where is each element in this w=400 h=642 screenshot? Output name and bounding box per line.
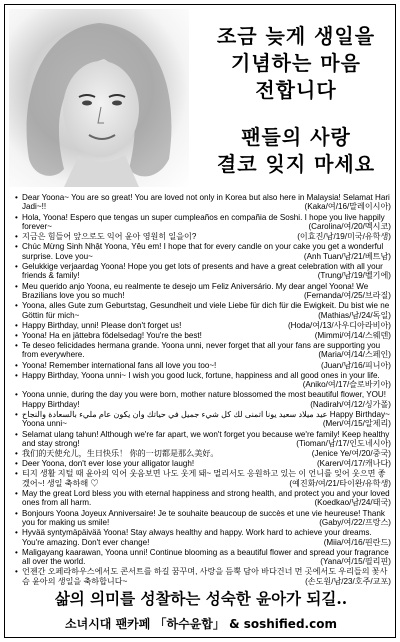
fan-message — [15, 282, 391, 301]
fan-message — [15, 262, 391, 281]
message-signature: (Nadirah/여/12/싱가폴) — [310, 399, 391, 409]
message-signature: (Anh Tuan/남/21/베트남) — [303, 251, 391, 261]
message-text: 언젠간 오페라하우스에서도 콘서트를 하길 꿈꾸며, 사랑을 듬뿍 담아 바다건너 먼 곳에서도 우리들의 꽃사슴 윤아의 생일을 축하합니다~ — [22, 567, 388, 586]
message-signature: (Yana/여/15/필리핀) — [320, 557, 391, 567]
message-signature: (Juan/남/16/피니아) — [321, 360, 391, 370]
message-signature: (Koedkao/남/24/태국) — [314, 498, 391, 508]
message-signature: (Trung/남/19/벨기에) — [317, 271, 391, 281]
message-text: 티지 생활 지털 때 윤아의 익어 웃음보면 나도 웃게 돼~ 멀리서도 응원하고 있는 이 언니를 잊어 웃으면 좋겠어~! 생일 축하해 ♡ — [22, 469, 386, 488]
message-signature: (Gaby/여/22/프랑스) — [319, 518, 391, 528]
message-signature: (Men/여/15/알제리) — [322, 419, 391, 429]
fan-message — [15, 459, 391, 468]
fan-message — [15, 331, 391, 340]
message-signature: (이효진/남/19/미국/유학생) — [297, 232, 391, 242]
message-text: Yoona unnie, during the day you were born, mother nature blossomed the most beautiful flower, YOU! Happy Birthday! — [22, 390, 386, 409]
fan-message — [15, 371, 391, 390]
message-signature: (Miia/여/16/핀란드) — [323, 537, 391, 547]
headline-line-3: 전합니다 — [255, 78, 337, 102]
message-text: Te deseo felicidades hermana grande. Yoona unni, never forget that all your fans are supporting you from everywhere. — [22, 340, 381, 360]
message-text: Maligayang kaarawan, Yoona unni! Continue blooming as a beautiful flower and spread your fragrance all over the world. — [22, 547, 389, 567]
message-text: Yoona! Ha en jättebra födelsedag! You're the best! — [22, 330, 202, 340]
message-signature: (Tioman/남/17/인도네시아) — [296, 438, 391, 448]
message-signature: (Mathias/남/24/독일) — [318, 310, 391, 320]
fan-message — [15, 232, 391, 241]
message-text: Happy Birthday, Yoona unni~ I wish you good luck, fortune, happiness and all good ones in your life. — [22, 370, 380, 380]
fan-message — [15, 567, 391, 586]
message-text: Deer Yoona, don't ever lose your alligator laugh! — [22, 459, 195, 469]
fan-message — [15, 430, 391, 449]
closing-line: 삶의 의미를 성찰하는 성숙한 윤아가 되길.. — [54, 589, 348, 608]
headline-line-5: 결코 잊지 마세요 — [216, 152, 376, 176]
headline — [201, 23, 391, 178]
portrait-photo — [9, 9, 189, 187]
fan-message — [15, 341, 391, 360]
fan-message — [15, 410, 391, 429]
fan-message — [15, 528, 391, 547]
message-text: Chúc Mừng Sinh Nhật Yoona, Yêu em! I hope that for every candle on your cake you get a wonderful surprise. Love you~ — [22, 242, 384, 261]
message-text: 지금은 힘들어 앞으로도 익어 윤아 영원히 일을이? — [22, 232, 197, 242]
headline-line-4: 팬들의 사랑 — [241, 125, 351, 149]
message-text: Selamat ulang tahun! Although we're far apart, we won't forget you because we're family! Keep healthy and stay strong! — [22, 429, 390, 448]
fan-message — [15, 361, 391, 370]
fan-message — [15, 489, 391, 508]
message-signature: (손도원/남/23/호주/교포) — [305, 576, 391, 586]
headline-line-2: 기념하는 마음 — [231, 51, 361, 75]
fan-message — [15, 321, 391, 330]
message-text: Happy Birthday, unni! Please don't forget us! — [22, 320, 182, 330]
fan-message — [15, 548, 391, 567]
fan-messages-list — [15, 193, 391, 587]
fan-message — [15, 390, 391, 409]
fan-message — [15, 213, 391, 232]
message-text: Gelukkige verjaardag Yoona! Hope you get lots of presents and have a great celebration with all your friends & family! — [22, 261, 383, 281]
portrait-sketch — [9, 9, 189, 187]
footer-credit: 소녀시대 팬카페 「하수윤합」 & soshified.com — [65, 617, 337, 631]
message-signature: (Fernanda/여/25/브라질) — [303, 290, 391, 300]
message-signature: (Mimmi/여/14/스웨덴) — [314, 330, 391, 340]
message-text: Yoona, alles Gute zum Geburtstag, Gesundheit und viele Liebe für dich für die Ewigkeit. Du bist wie ne Göttin für mich~ — [22, 301, 390, 320]
fan-message — [15, 193, 391, 212]
fan-message — [15, 509, 391, 528]
message-signature: (Aniko/여/17/슬로바키아) — [302, 380, 391, 390]
message-signature: (Karen/여/17/캐나다) — [316, 459, 391, 469]
message-text: Bonjours Yoona Joyeux Anniversaire! Je te souhaite beaucoup de succès et une vie heureuse! Thank you for making us smile! — [22, 508, 385, 528]
message-text: Dear Yoona~ You are so great! You are loved not only in Korea but also here in Malaysia! Selamat Hari Jadi~!! — [22, 193, 390, 212]
message-signature: (Hoda/여/13/사우디아라비아) — [287, 320, 391, 330]
headline-line-1: 조금 늦게 생일을 — [216, 24, 376, 48]
message-text: عيد ميلاد سعيد يونا اتمنى لك كل شيء جميل في حياتك وان يكون عام مليء بالسعادة والنجاح Happy Birthday~ Yoona unni~ — [22, 409, 390, 429]
message-signature: (예진화/여/21/타이완/유학생) — [289, 478, 391, 488]
message-text: Hola, Yoona! Espero que tengas un super cumpleaños en compañia de Soshi. I hope you live happily forever~ — [22, 212, 385, 232]
fan-message — [15, 469, 391, 488]
message-text: Yoona! Remember international fans all love you too~! — [22, 360, 217, 370]
message-text: Hyvää syntymäpäivää Yoona! Stay always healthy and happy. Work hard to achieve your dreams. You're amazing. Don't ever change! — [22, 528, 372, 547]
message-signature: (Maria/여/14/스페인) — [318, 350, 391, 360]
fan-message — [15, 449, 391, 458]
message-text: 我们的天使允儿，生日快乐！ 你的一切都是那么美好。 — [22, 449, 219, 459]
fan-message — [15, 242, 391, 261]
message-signature: (Jenice Ye/여/20/중국) — [311, 449, 391, 459]
message-signature: (Carolina/여/20/멕시코) — [308, 222, 391, 232]
message-text: Meu querido anjo Yoona, eu realmente te desejo um Feliz Aniversário. My dear angel Yoona! We Brazilians love you so much! — [22, 281, 369, 300]
fan-message — [15, 301, 391, 320]
birthday-ad — [4, 4, 396, 638]
message-signature: (Kaka/여/16/말레이시아) — [304, 202, 391, 212]
message-text: May the great Lord bless you with eternal happiness and strong health, and protect you and your loved ones from all harm. — [22, 488, 390, 508]
